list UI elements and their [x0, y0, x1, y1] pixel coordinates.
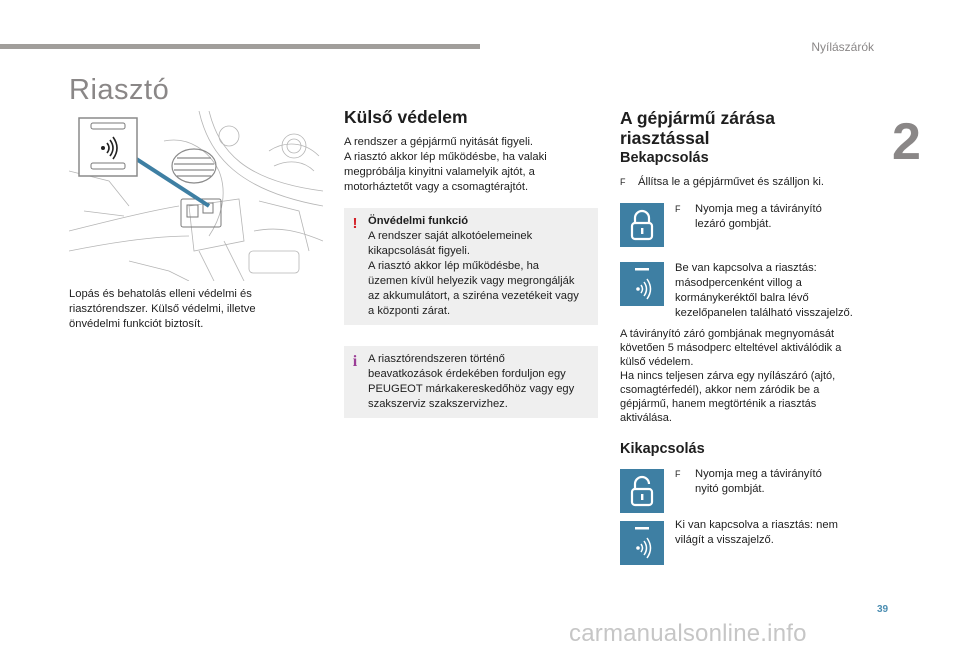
remote-lock-icon — [620, 203, 664, 247]
watermark: carmanualsonline.info — [569, 620, 807, 647]
external-protection-heading: Külső védelem — [344, 107, 468, 127]
remote-unlock-icon — [620, 469, 664, 513]
alarm-indicator-on-icon — [620, 262, 664, 306]
page-number: 39 — [877, 604, 889, 615]
activation-step-1: F Állítsa le a gépjárművet és szálljon ki. — [620, 176, 824, 188]
chapter-number: 2 — [892, 113, 921, 171]
illustration-caption: Lopás és behatolás elleni védelmi és riasztórendszer. Külső védelmi, illetve önvédelmi funkciót biztosít. — [69, 288, 256, 330]
header-rule — [0, 44, 480, 49]
pointer-icon: F — [675, 469, 681, 479]
external-protection-intro: A rendszer a gépjármű nyitását figyeli. A riasztó akkor lép működésbe, ha valaki megpróbálja kinyitni valamelyik ajtót, a motorháztetőt vagy a csomagtérajtót. — [344, 136, 547, 193]
activation-heading: Bekapcsolás — [620, 150, 709, 166]
deactivation-heading: Kikapcsolás — [620, 441, 705, 457]
alarm-indicator-off-icon — [620, 521, 664, 565]
activation-indicator-text: Be van kapcsolva a riasztás: másodpercenként villog a kormánykeréktől balra lévő kezelőpanelen található visszajelző. — [675, 262, 853, 319]
deactivation-indicator-text: Ki van kapcsolva a riasztás: nem világít a visszajelző. — [675, 519, 838, 546]
activation-note: A távirányító záró gombjának megnyomását követően 5 másodperc elteltével aktiválódik a külső védelem. Ha nincs teljesen zárva egy nyílászáró (ajtó, csomagtérfedél), akkor nem záródik be a gépjármű, hanem megtörténik a riasztás aktiválása. — [620, 328, 842, 424]
locking-with-alarm-heading: A gépjármű zárása riasztással — [620, 108, 775, 148]
service-info-box: i A riasztórendszeren történő beavatkozások érdekében forduljon egy PEUGEOT márkakereskedőhöz vagy egy szakszerviz szakszervizhez. — [344, 346, 598, 418]
info-icon: i — [352, 353, 358, 370]
warning-icon: ! — [352, 215, 358, 232]
deactivation-step: F Nyomja meg a távirányító nyitó gombját. — [675, 468, 822, 495]
pointer-icon: F — [675, 204, 681, 214]
section-title: Nyílászárók — [811, 40, 874, 54]
dashboard-illustration — [69, 111, 323, 281]
activation-step-2: F Nyomja meg a távirányító lezáró gombját. — [675, 203, 822, 230]
external-protection-section — [344, 107, 598, 418]
self-protection-warning-box: ! Önvédelmi funkció A rendszer saját alkotóelemeinek kikapcsolását figyeli. A riasztó akkor lép működésbe, ha üzemen kívül helyezik vagy megrongálják az akkumulátort, a sziréna vezetékeit vagy a központi zárat. — [344, 208, 598, 325]
pointer-icon: F — [620, 177, 626, 187]
page-title: Riasztó — [69, 74, 170, 106]
